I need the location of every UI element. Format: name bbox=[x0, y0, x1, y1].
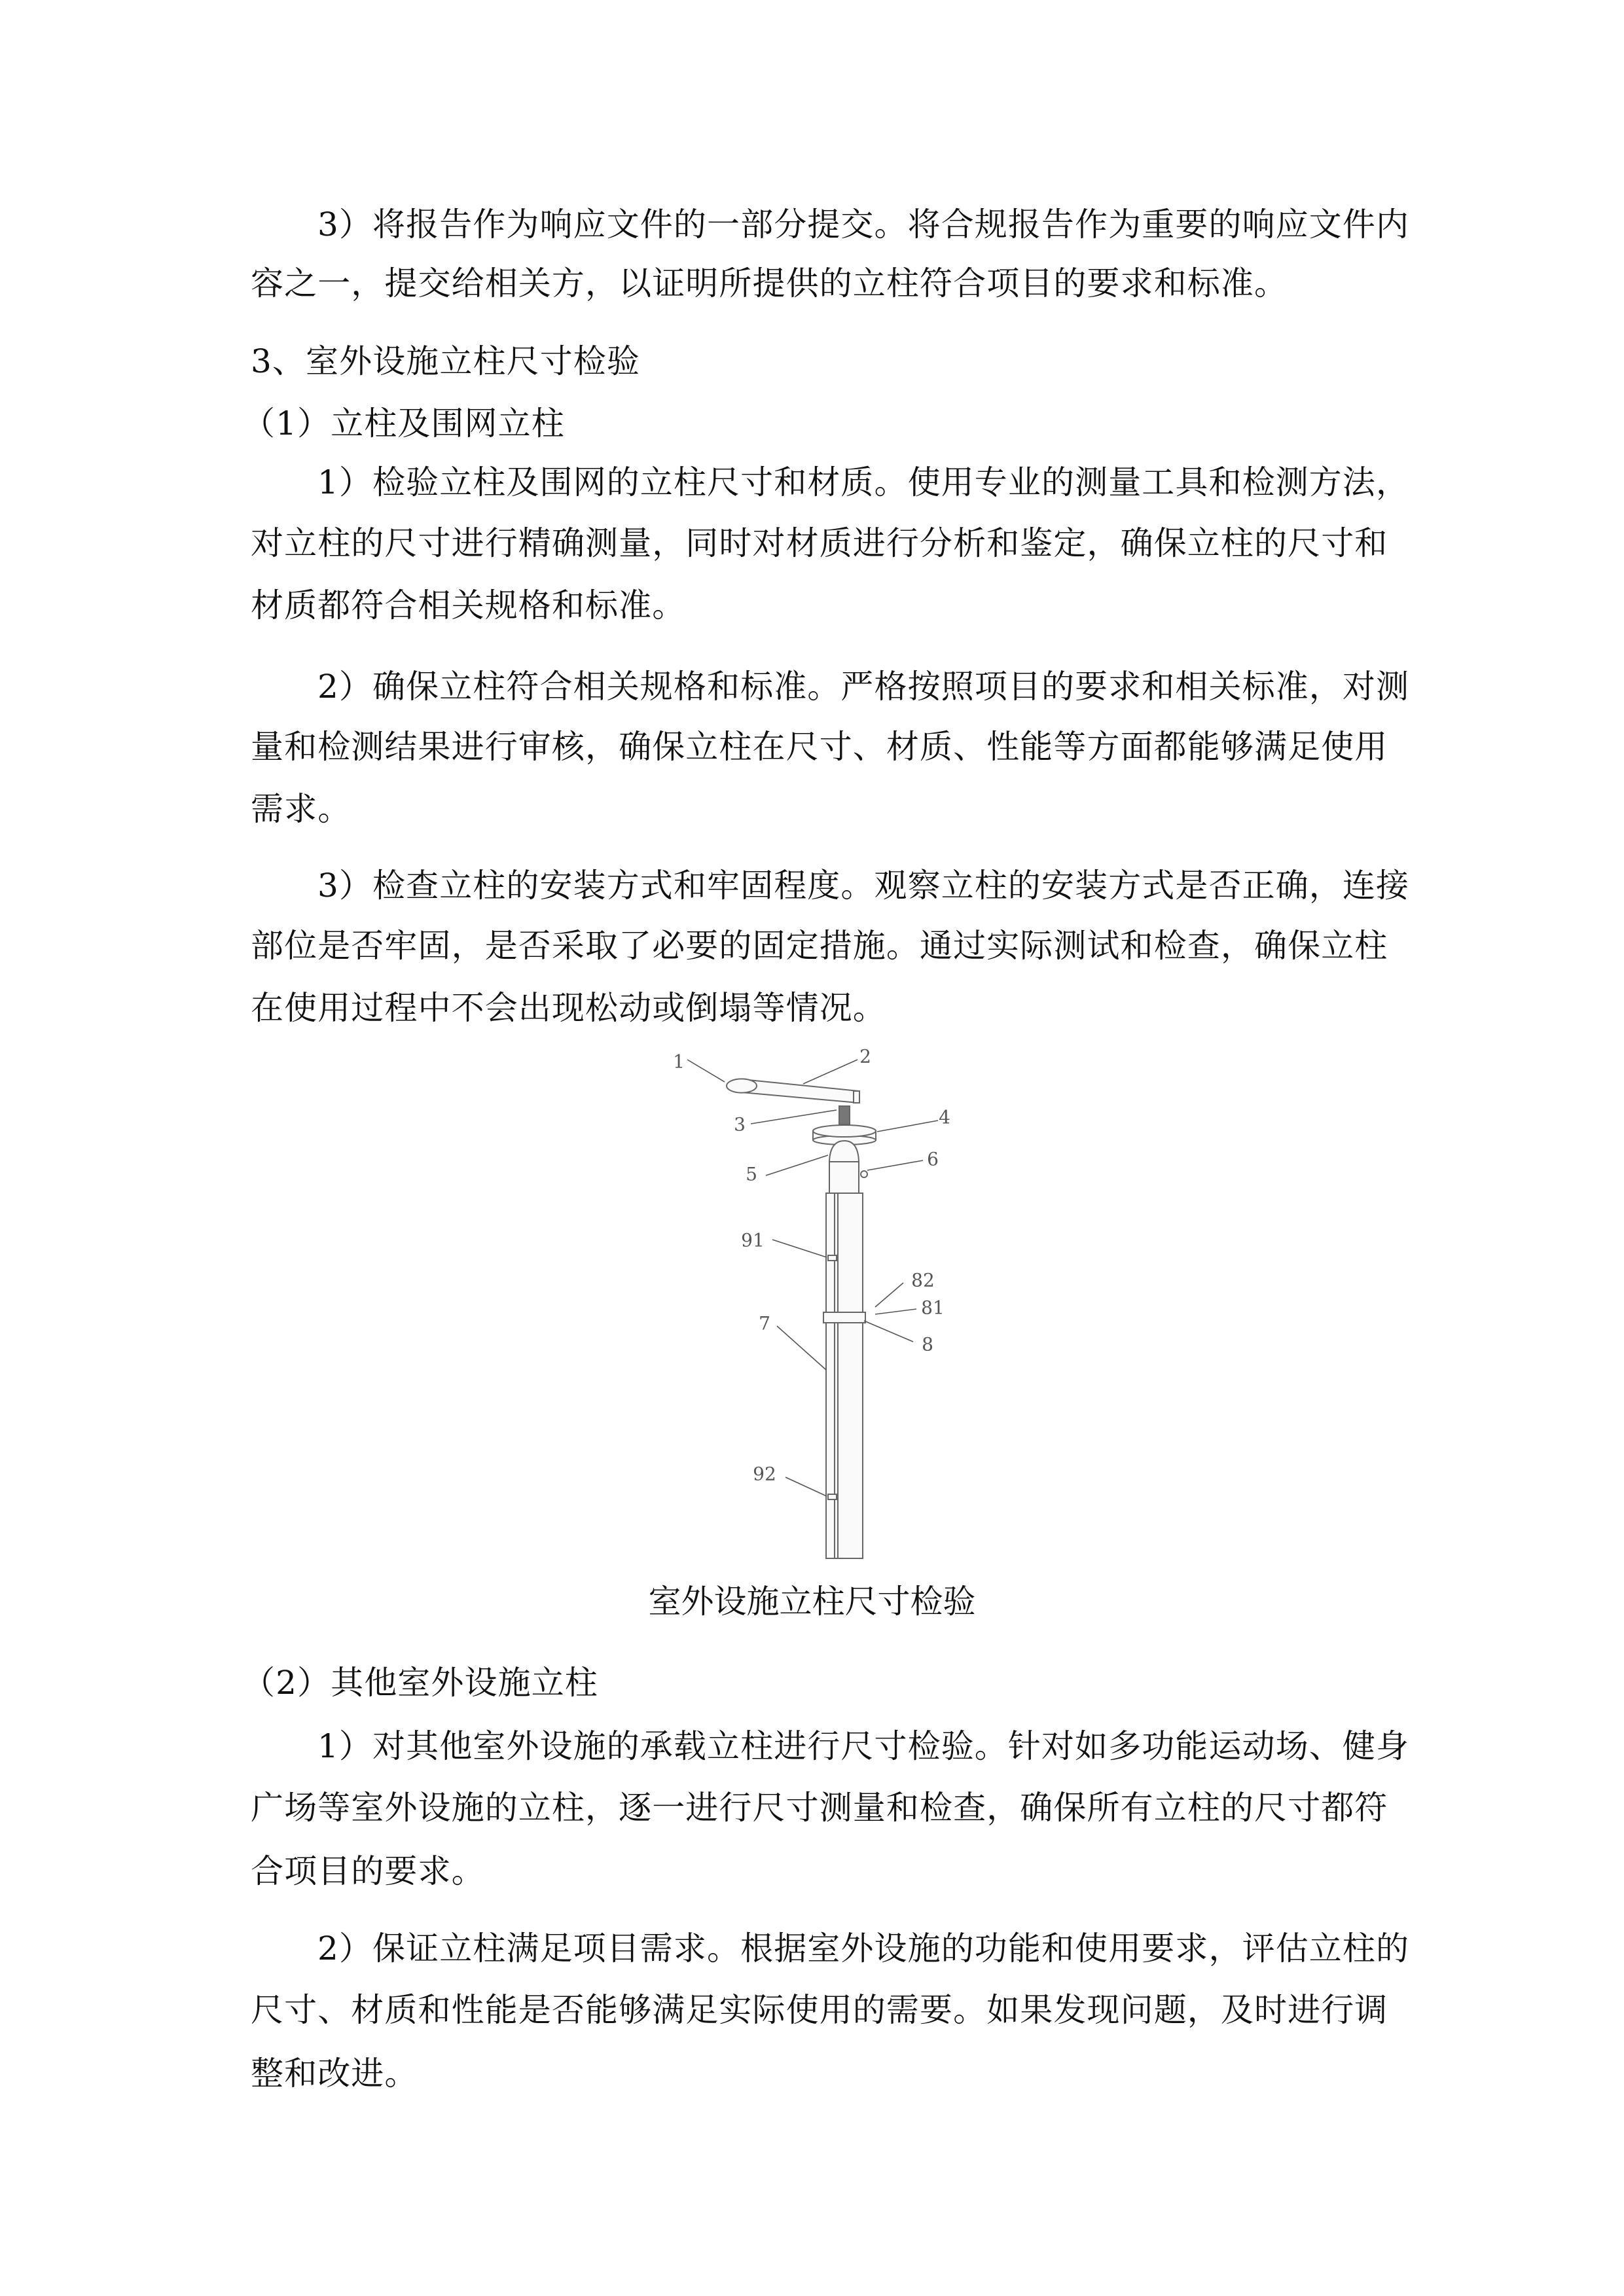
band bbox=[823, 1312, 865, 1323]
paragraph-line: 2）确保立柱符合相关规格和标准。严格按照项目的要求和相关标准，对测 bbox=[317, 668, 1410, 706]
callout-label: 5 bbox=[746, 1163, 757, 1185]
paragraph-line: 部位是否牢固，是否采取了必要的固定措施。通过实际测试和检查，确保立柱 bbox=[251, 927, 1388, 965]
paragraph-line: 3）检查立柱的安装方式和牢固程度。观察立柱的安装方式是否正确，连接 bbox=[317, 867, 1410, 905]
callout-label: 7 bbox=[759, 1312, 770, 1335]
paragraph-line: 3）将报告作为响应文件的一部分提交。将合规报告作为重要的响应文件内 bbox=[317, 206, 1410, 243]
callout-leader-line bbox=[687, 1060, 725, 1082]
subsection-heading: （1）立柱及围网立柱 bbox=[242, 404, 565, 442]
figure-caption: 室外设施立柱尺寸检验 bbox=[648, 1583, 976, 1621]
paragraph-line: 1）检验立柱及围网的立柱尺寸和材质。使用专业的测量工具和检测方法， bbox=[317, 463, 1410, 501]
handle-end bbox=[854, 1091, 859, 1103]
callout-leader-line bbox=[803, 1060, 857, 1084]
callout-leader-line bbox=[875, 1283, 903, 1307]
collar bbox=[829, 1162, 859, 1193]
callout-leader-line bbox=[777, 1326, 826, 1370]
paragraph-line: 在使用过程中不会出现松动或倒塌等情况。 bbox=[251, 989, 886, 1027]
slot-91 bbox=[828, 1255, 837, 1261]
paragraph-line: 尺寸、材质和性能是否能够满足实际使用的需要。如果发现问题，及时进行调 bbox=[251, 1991, 1388, 2029]
callout-leader-line bbox=[875, 1309, 916, 1314]
handle-bar bbox=[742, 1079, 859, 1103]
paragraph-line: 广场等室外设施的立柱，逐一进行尺寸测量和检查，确保所有立柱的尺寸都符 bbox=[251, 1789, 1388, 1827]
callout-label: 1 bbox=[673, 1050, 685, 1073]
slot-92 bbox=[828, 1494, 837, 1499]
callout-leader-line bbox=[877, 1121, 938, 1132]
paragraph-line: 整和改进。 bbox=[251, 2054, 418, 2092]
pole bbox=[826, 1193, 863, 1558]
callout-label: 91 bbox=[741, 1229, 765, 1251]
section-heading: 3、室外设施立柱尺寸检验 bbox=[251, 342, 641, 380]
callout-label: 2 bbox=[859, 1045, 871, 1067]
callout-label: 82 bbox=[911, 1269, 935, 1291]
callout-label: 81 bbox=[921, 1297, 945, 1319]
callout-leader-line bbox=[751, 1110, 837, 1124]
callout-label: 92 bbox=[753, 1463, 776, 1485]
subsection-heading: （2）其他室外设施立柱 bbox=[242, 1664, 598, 1702]
callout-leader-line bbox=[864, 1321, 913, 1342]
knob bbox=[861, 1171, 867, 1177]
paragraph-line: 合项目的要求。 bbox=[251, 1852, 485, 1890]
callout-leader-line bbox=[867, 1160, 923, 1170]
paragraph-line: 容之一，提交给相关方，以证明所提供的立柱符合项目的要求和标准。 bbox=[251, 264, 1288, 302]
paragraph-line: 2）保证立柱满足项目需求。根据室外设施的功能和使用要求，评估立柱的 bbox=[317, 1929, 1410, 1967]
handle-ring bbox=[727, 1079, 757, 1092]
callout-label: 4 bbox=[939, 1106, 950, 1128]
callout-leader-line bbox=[785, 1477, 827, 1496]
paragraph-line: 需求。 bbox=[251, 790, 352, 828]
callout-leader-line bbox=[766, 1155, 828, 1175]
callout-label: 3 bbox=[734, 1113, 746, 1136]
callout-label: 8 bbox=[922, 1333, 933, 1355]
disc bbox=[813, 1125, 876, 1137]
post-diagram bbox=[655, 1041, 982, 1577]
screw bbox=[839, 1106, 850, 1124]
paragraph-line: 材质都符合相关规格和标准。 bbox=[251, 586, 686, 624]
paragraph-line: 量和检测结果进行审核，确保立柱在尺寸、材质、性能等方面都能够满足使用 bbox=[251, 728, 1388, 766]
paragraph-line: 对立柱的尺寸进行精确测量，同时对材质进行分析和鉴定，确保立柱的尺寸和 bbox=[251, 524, 1388, 562]
callout-label: 6 bbox=[927, 1148, 939, 1170]
callout-leader-line bbox=[772, 1240, 827, 1257]
paragraph-line: 1）对其他室外设施的承载立柱进行尺寸检验。针对如多功能运动场、健身 bbox=[317, 1727, 1410, 1765]
